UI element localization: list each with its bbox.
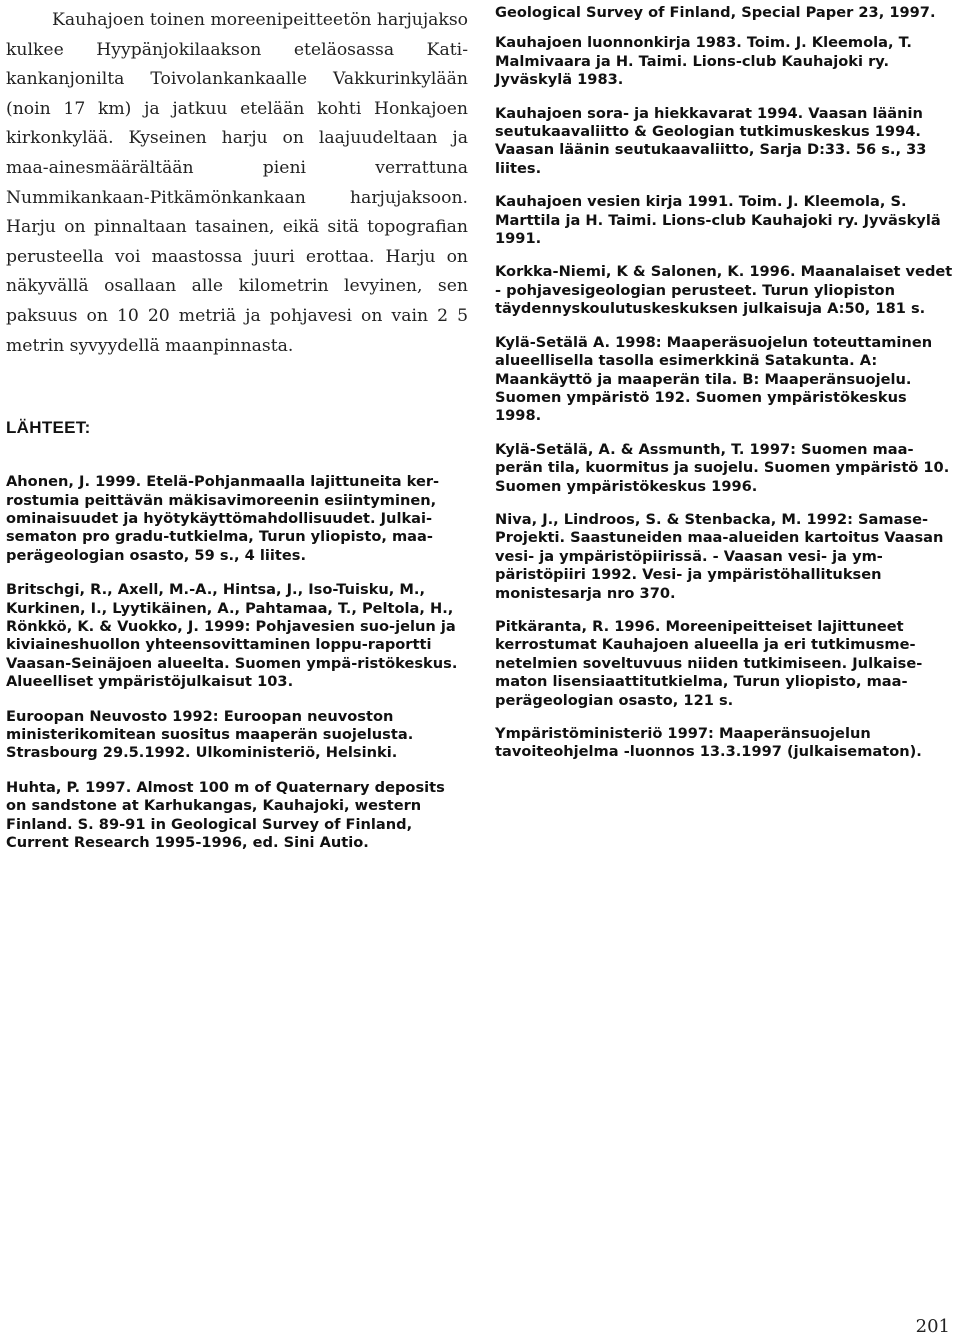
reference-item: Huhta, P. 1997. Almost 100 m of Quaternary deposits on sandstone at Karhukangas, Kauhajoki, western Finland. S. 89-91 in Geological Survey of Finland, Current Research 1995-1996, ed. Sini Autio. [6, 778, 445, 852]
page-number: 201 [915, 1316, 950, 1337]
body-paragraph: Kauhajoen toinen moreenipeitteetön harjujakso kulkee Hyypänjokilaakson eteläosassa Katikankanjonilta Toivolankankaalle Vakkurinkylään (noin 17 km) ja jatkuu etelään kohti Honkajoen kirkonkylää. Kyseinen harju on laajuudeltaan ja maa-ainesmäärältään pieni verrattuna Nummikankaan-Pitkämönkankaan harjujaksoon. Harju on pinnaltaan tasainen, eikä sitä topografian perusteella voi maastossa juuri erottaa. Harju on näkyvällä osallaan alle kilometrin levyinen, sen paksuus on 10 20 metriä ja pohjavesi on vain 2 5 metrin syvyydellä maanpinnasta. [6, 10, 468, 356]
reference-item: Ahonen, J. 1999. Etelä-Pohjanmaalla lajittuneita ker-rostumia peittävän mäkisavimoreenin esiintyminen, ominaisuudet ja hyötykäyttömahdollisuudet. Julkai-sematon pro gradu-tutkielma, Turun yliopisto, maaperägeologian osasto, 59 s., 4 liites. [6, 473, 440, 564]
reference-item: Niva, J., Lindroos, S. & Stenbacka, M. 1992: Samase-Projekti. Saastuneiden maa-alueiden kartoitus Vaasan vesi- ja ympäristöpiirissä. - Vaasan vesi- ja ympäristöpiiri 1992. Vesi- ja ympäristöhallituksen monistesarja nro 370. [495, 510, 944, 602]
right-column [495, 4, 955, 777]
reference-item: Euroopan Neuvosto 1992: Euroopan neuvoston ministerikomitean suositus maaperän suojelusta. Strasbourg 29.5.1992. Ulkoministeriö, Helsinki. [6, 707, 414, 762]
reference-item: Geological Survey of Finland, Special Paper 23, 1997. [495, 4, 936, 21]
reference-item: Korkka-Niemi, K & Salonen, K. 1996. Maanalaiset vedet - pohjavesigeologian perusteet. Turun yliopiston täydennyskoulutuskeskuksen julkaisuja A:50, 181 s. [495, 263, 953, 318]
reference-item: Kylä-Setälä A. 1998: Maaperäsuojelun toteuttaminen alueellisella tasolla esimerkkinä Satakunta. A: Maankäyttö ja maaperän tila. B: Maaperänsuojelu. Suomen ympäristö 192. Suomen ympäristökeskus 1998. [495, 333, 933, 425]
references-heading: LÄHTEET: [6, 418, 91, 438]
reference-list-left [6, 473, 468, 852]
reference-item: Britschgi, R., Axell, M.-A., Hintsa, J., Iso-Tuisku, M., Kurkinen, I., Lyytikäinen, A., Pahtamaa, T., Peltola, H., Rönkkö, K. & Vuokko, J. 1999: Pohjavesien suo-jelun ja kiviaineshuollon yhteensovittaminen loppu-raportti Vaasan-Seinäjoen alueelta. Suomen ympä-ristökeskus. Alueelliset ympäristöjulkaisut 103. [6, 581, 458, 691]
reference-list-right [495, 4, 955, 762]
reference-item: Kauhajoen sora- ja hiekkavarat 1994. Vaasan läänin seutukaavaliitto & Geologian tutkimuskeskus 1994. Vaasan läänin seutukaavaliitto, Sarja D:33. 56 s., 33 liites. [495, 104, 927, 177]
reference-item: Kauhajoen luonnonkirja 1983. Toim. J. Kleemola, T. Malmivaara ja H. Taimi. Lions-club Kauhajoki ry. Jyväskylä 1983. [495, 34, 912, 89]
reference-item: Kylä-Setälä, A. & Assmunth, T. 1997: Suomen maaperän tila, kuormitus ja suojelu. Suomen ympäristö 10. Suomen ympäristökeskus 1996. [495, 440, 950, 495]
left-column [6, 6, 468, 868]
reference-item: Pitkäranta, R. 1996. Moreenipeitteiset lajittuneet kerrostumat Kauhajoen alueella ja eri tutkimusmenetelmien soveltuvuus niiden tutkimiseen. Julkaisematon lisensiaattitutkielma, Turun yliopisto, maaperägeologian osasto, 121 s. [495, 617, 923, 709]
reference-item: Kauhajoen vesien kirja 1991. Toim. J. Kleemola, S. Marttila ja H. Taimi. Lions-club Kauhajoki ry. Jyväskylä 1991. [495, 193, 941, 248]
reference-item: Ympäristöministeriö 1997: Maaperänsuojelun tavoiteohjelma -luonnos 13.3.1997 (julkaisematon). [495, 725, 922, 761]
